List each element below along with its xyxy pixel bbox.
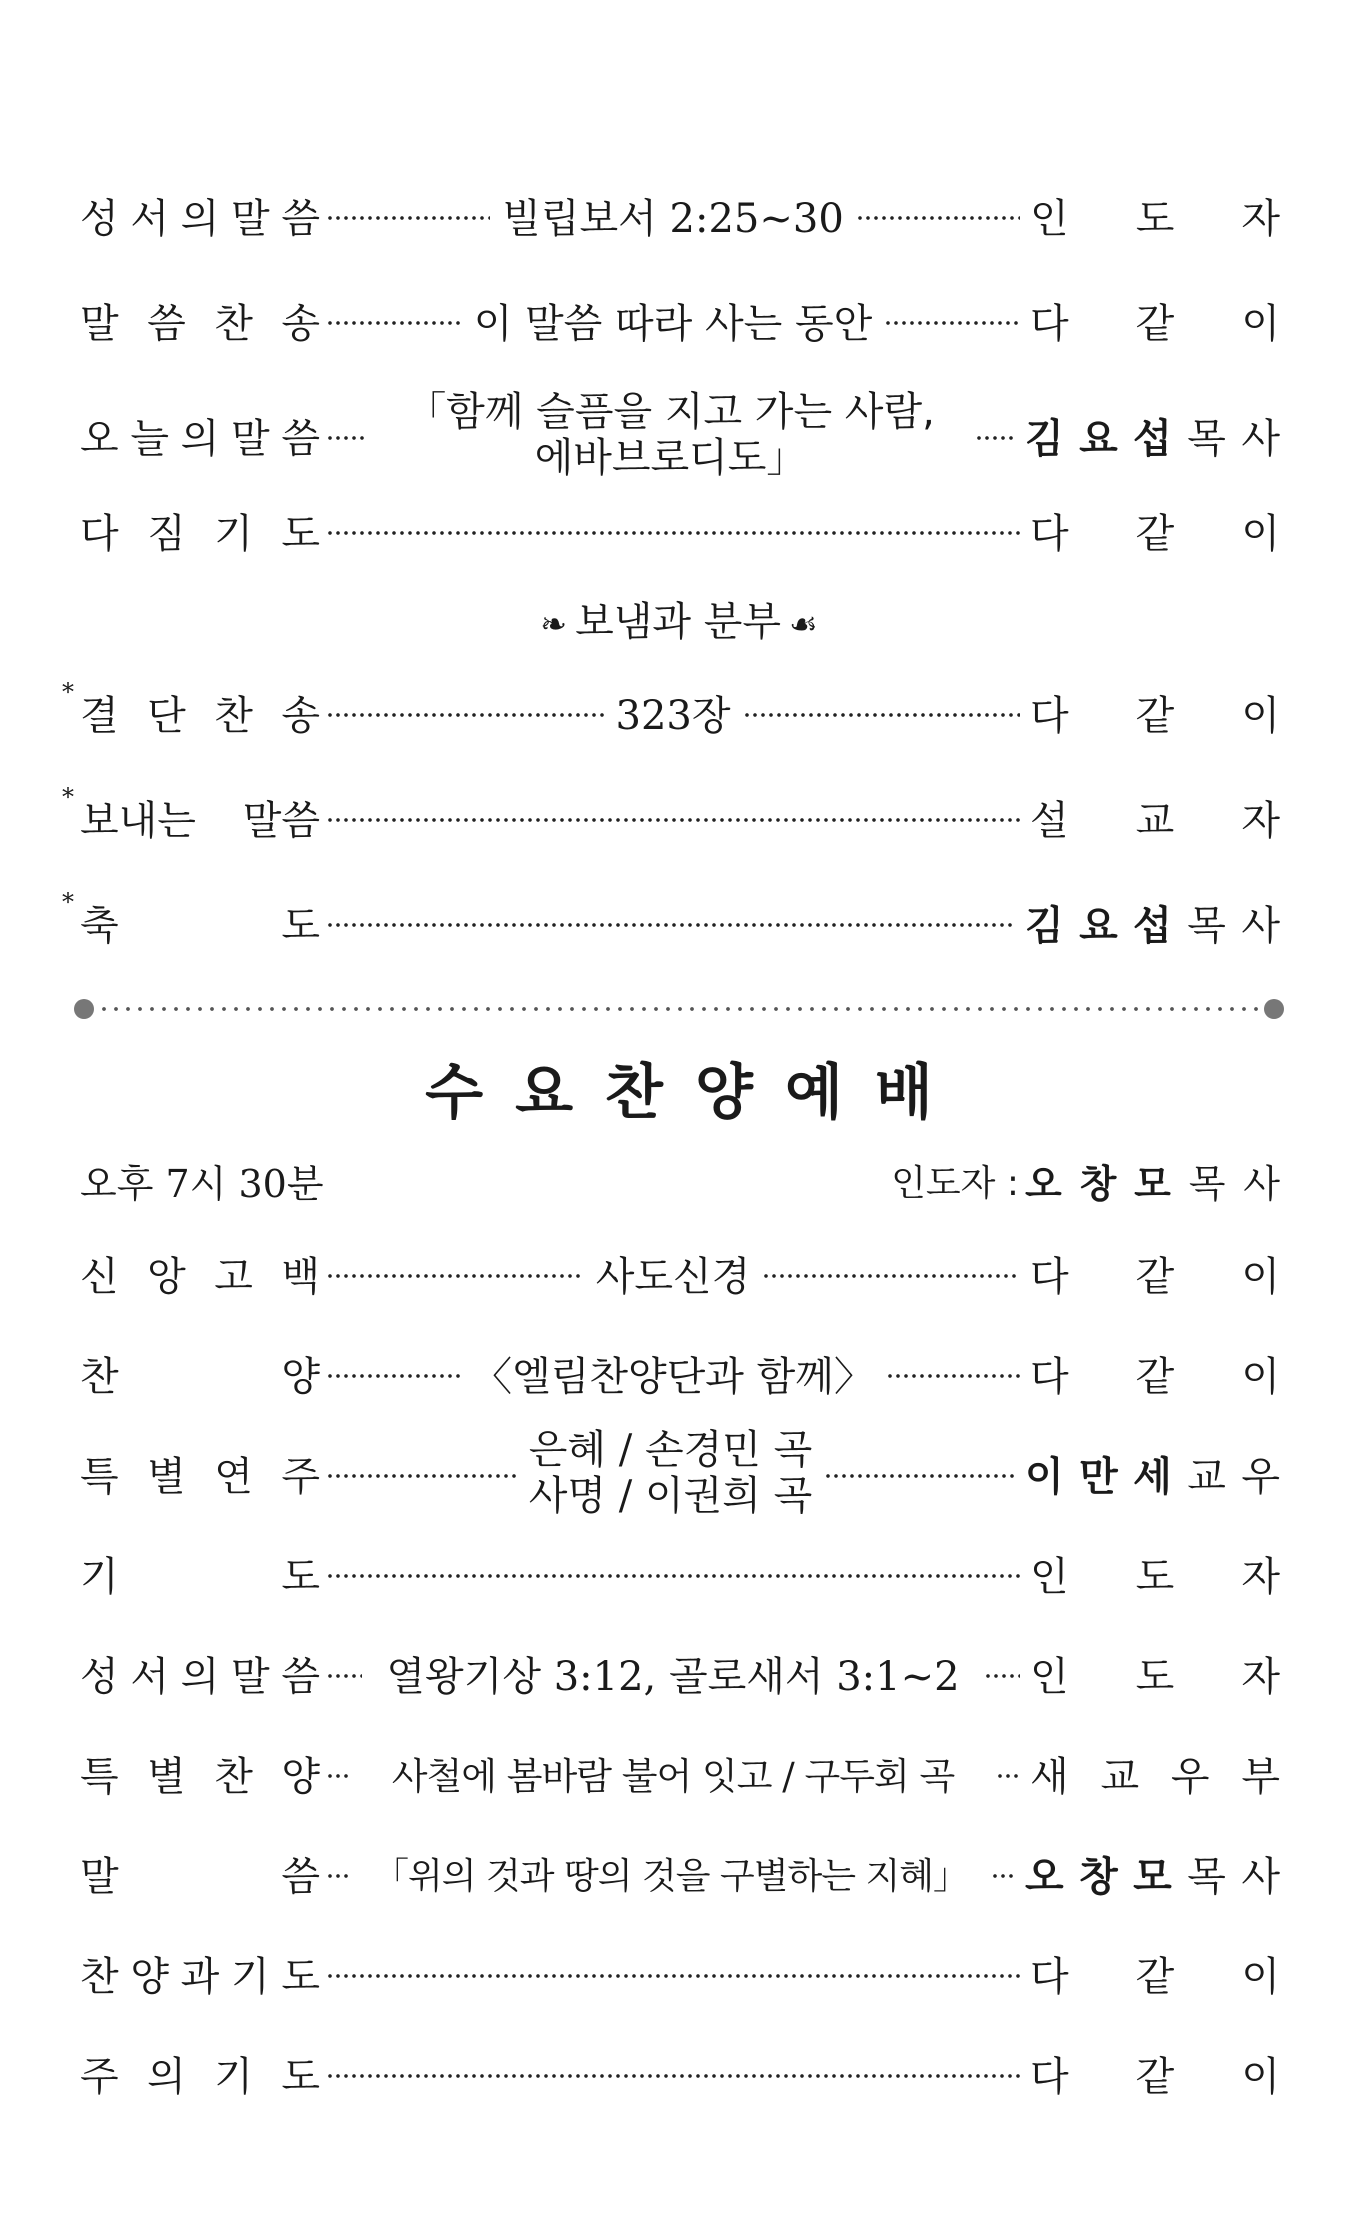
dot-leader bbox=[326, 1870, 350, 1882]
row-label: 다 짐 기 도 bbox=[80, 510, 320, 557]
order-row-lords-prayer bbox=[80, 2033, 1280, 2113]
order-row-sending-words bbox=[62, 777, 1280, 857]
flourish-left-icon: ❧ bbox=[540, 605, 568, 643]
dot-leader bbox=[326, 709, 604, 721]
row-content: 열왕기상 3:12, 골로새서 3:1~2 bbox=[386, 1653, 960, 1700]
row-label: 말 씀 bbox=[80, 1853, 320, 1900]
section-title: 보냄과 분부 bbox=[575, 599, 782, 645]
dot-leader bbox=[326, 1970, 1020, 1982]
order-row-special-song bbox=[80, 1733, 1280, 1813]
row-leader: 새 교 우 부 bbox=[1030, 1753, 1280, 1800]
order-row-creed bbox=[80, 1233, 1280, 1313]
dot-leader bbox=[984, 1670, 1020, 1682]
row-leader: 다 같 이 bbox=[1030, 510, 1280, 557]
dot-leader bbox=[886, 1370, 1020, 1382]
row-leader: 이 만 세 교 우 bbox=[1025, 1453, 1280, 1500]
row-leader: 다 같 이 bbox=[1030, 1353, 1280, 1400]
row-content: 사철에 봄바람 불어 잇고 / 구두회 곡 bbox=[391, 1755, 955, 1798]
order-row-prayer bbox=[80, 1533, 1280, 1613]
row-label: 특 별 연 주 bbox=[80, 1453, 320, 1500]
row-content: 〈엘림찬양단과 함께〉 bbox=[472, 1353, 874, 1400]
row-label: 주 의 기 도 bbox=[80, 2053, 320, 2100]
section-divider bbox=[98, 1007, 1258, 1011]
row-label: 성 서 의 말 씀 bbox=[80, 1653, 320, 1700]
order-row-special-performance bbox=[80, 1423, 1280, 1523]
dot-leader bbox=[326, 919, 1015, 931]
dot-leader bbox=[326, 527, 1020, 539]
row-leader: 인 도 자 bbox=[1030, 1653, 1280, 1700]
stand-marker: * bbox=[62, 782, 74, 811]
leader-label: 인도자 : bbox=[891, 1162, 1019, 1204]
service-leader bbox=[891, 1153, 1280, 1208]
row-leader: 설 교 자 bbox=[1030, 797, 1280, 844]
dot-leader bbox=[326, 814, 1020, 826]
row-label: 오 늘 의 말 씀 bbox=[80, 415, 320, 462]
sermon-title: 「위의 것과 땅의 것을 구별하는 지혜」 bbox=[372, 1855, 969, 1897]
row-content: 사도신경 bbox=[595, 1253, 751, 1300]
order-row-hymn bbox=[80, 280, 1280, 360]
order-row-benediction bbox=[62, 882, 1280, 962]
dot-leader bbox=[326, 212, 490, 224]
row-content: 323장 bbox=[615, 692, 731, 739]
row-leader: 다 같 이 bbox=[1030, 2053, 1280, 2100]
row-label: * 결 단 찬 송 bbox=[62, 677, 320, 739]
divider-dot-right bbox=[1264, 999, 1284, 1019]
order-row-sermon bbox=[80, 385, 1280, 485]
dot-leader bbox=[326, 1470, 517, 1482]
order-row-scripture bbox=[80, 175, 1280, 255]
dot-leader bbox=[975, 432, 1015, 444]
dot-leader bbox=[326, 1370, 460, 1382]
divider-dot-left bbox=[74, 999, 94, 1019]
performance-pieces: 은혜 / 손경민 곡 사명 / 이권희 곡 bbox=[528, 1427, 813, 1519]
row-leader: 인 도 자 bbox=[1030, 195, 1280, 242]
dot-leader bbox=[326, 1770, 350, 1782]
row-label: 특 별 찬 양 bbox=[80, 1753, 320, 1800]
order-row-praise bbox=[80, 1333, 1280, 1413]
stand-marker: * bbox=[62, 887, 74, 916]
dot-leader bbox=[996, 1770, 1020, 1782]
leader-name: 오 창 모 목 사 bbox=[1025, 1161, 1280, 1206]
row-leader: 다 같 이 bbox=[1030, 1953, 1280, 2000]
sermon-title: 「함께 슬픔을 지고 가는 사람, 에바브로디도」 bbox=[406, 389, 935, 481]
dot-leader bbox=[326, 1670, 362, 1682]
row-leader: 김 요 섭 목 사 bbox=[1025, 902, 1280, 949]
row-content: 빌립보서 2:25~30 bbox=[502, 195, 844, 242]
row-leader: 다 같 이 bbox=[1030, 1253, 1280, 1300]
dot-leader bbox=[326, 317, 462, 329]
order-row-closing-hymn bbox=[62, 672, 1280, 752]
page-title: 수요찬양예배 bbox=[425, 1058, 965, 1128]
row-leader: 다 같 이 bbox=[1030, 692, 1280, 739]
row-leader: 김 요 섭 목 사 bbox=[1025, 415, 1280, 462]
row-label: * 보내는 말씀 bbox=[62, 782, 320, 844]
row-content: 이 말씀 따라 사는 동안 bbox=[473, 300, 873, 347]
dot-leader bbox=[991, 1870, 1015, 1882]
row-label: 찬 양 bbox=[80, 1353, 320, 1400]
dot-leader bbox=[326, 2070, 1020, 2082]
stand-marker: * bbox=[62, 677, 74, 706]
order-row-dedication-prayer bbox=[80, 490, 1280, 570]
row-label: 기 도 bbox=[80, 1553, 320, 1600]
order-row-sermon-wed bbox=[80, 1833, 1280, 1913]
dot-leader bbox=[762, 1270, 1020, 1282]
row-leader: 오 창 모 목 사 bbox=[1025, 1853, 1280, 1900]
order-row-praise-prayer bbox=[80, 1933, 1280, 2013]
order-row-scripture-wed bbox=[80, 1633, 1280, 1713]
row-label: * 축 도 bbox=[62, 887, 320, 949]
row-label: 성 서 의 말 씀 bbox=[80, 195, 320, 242]
section-header-sending bbox=[0, 590, 1358, 647]
dot-leader bbox=[326, 1570, 1020, 1582]
dot-leader bbox=[856, 212, 1020, 224]
service-time: 오후 7시 30분 bbox=[80, 1161, 324, 1206]
dot-leader bbox=[824, 1470, 1015, 1482]
dot-leader bbox=[326, 1270, 584, 1282]
row-leader: 다 같 이 bbox=[1030, 300, 1280, 347]
service-info-row bbox=[80, 1140, 1280, 1220]
row-label: 신 앙 고 백 bbox=[80, 1253, 320, 1300]
row-label: 찬 양 과 기 도 bbox=[80, 1953, 320, 2000]
row-label: 말 씀 찬 송 bbox=[80, 300, 320, 347]
dot-leader bbox=[884, 317, 1020, 329]
flourish-right-icon: ☙ bbox=[789, 605, 818, 643]
row-leader: 인 도 자 bbox=[1030, 1553, 1280, 1600]
dot-leader bbox=[743, 709, 1021, 721]
dot-leader bbox=[326, 432, 366, 444]
